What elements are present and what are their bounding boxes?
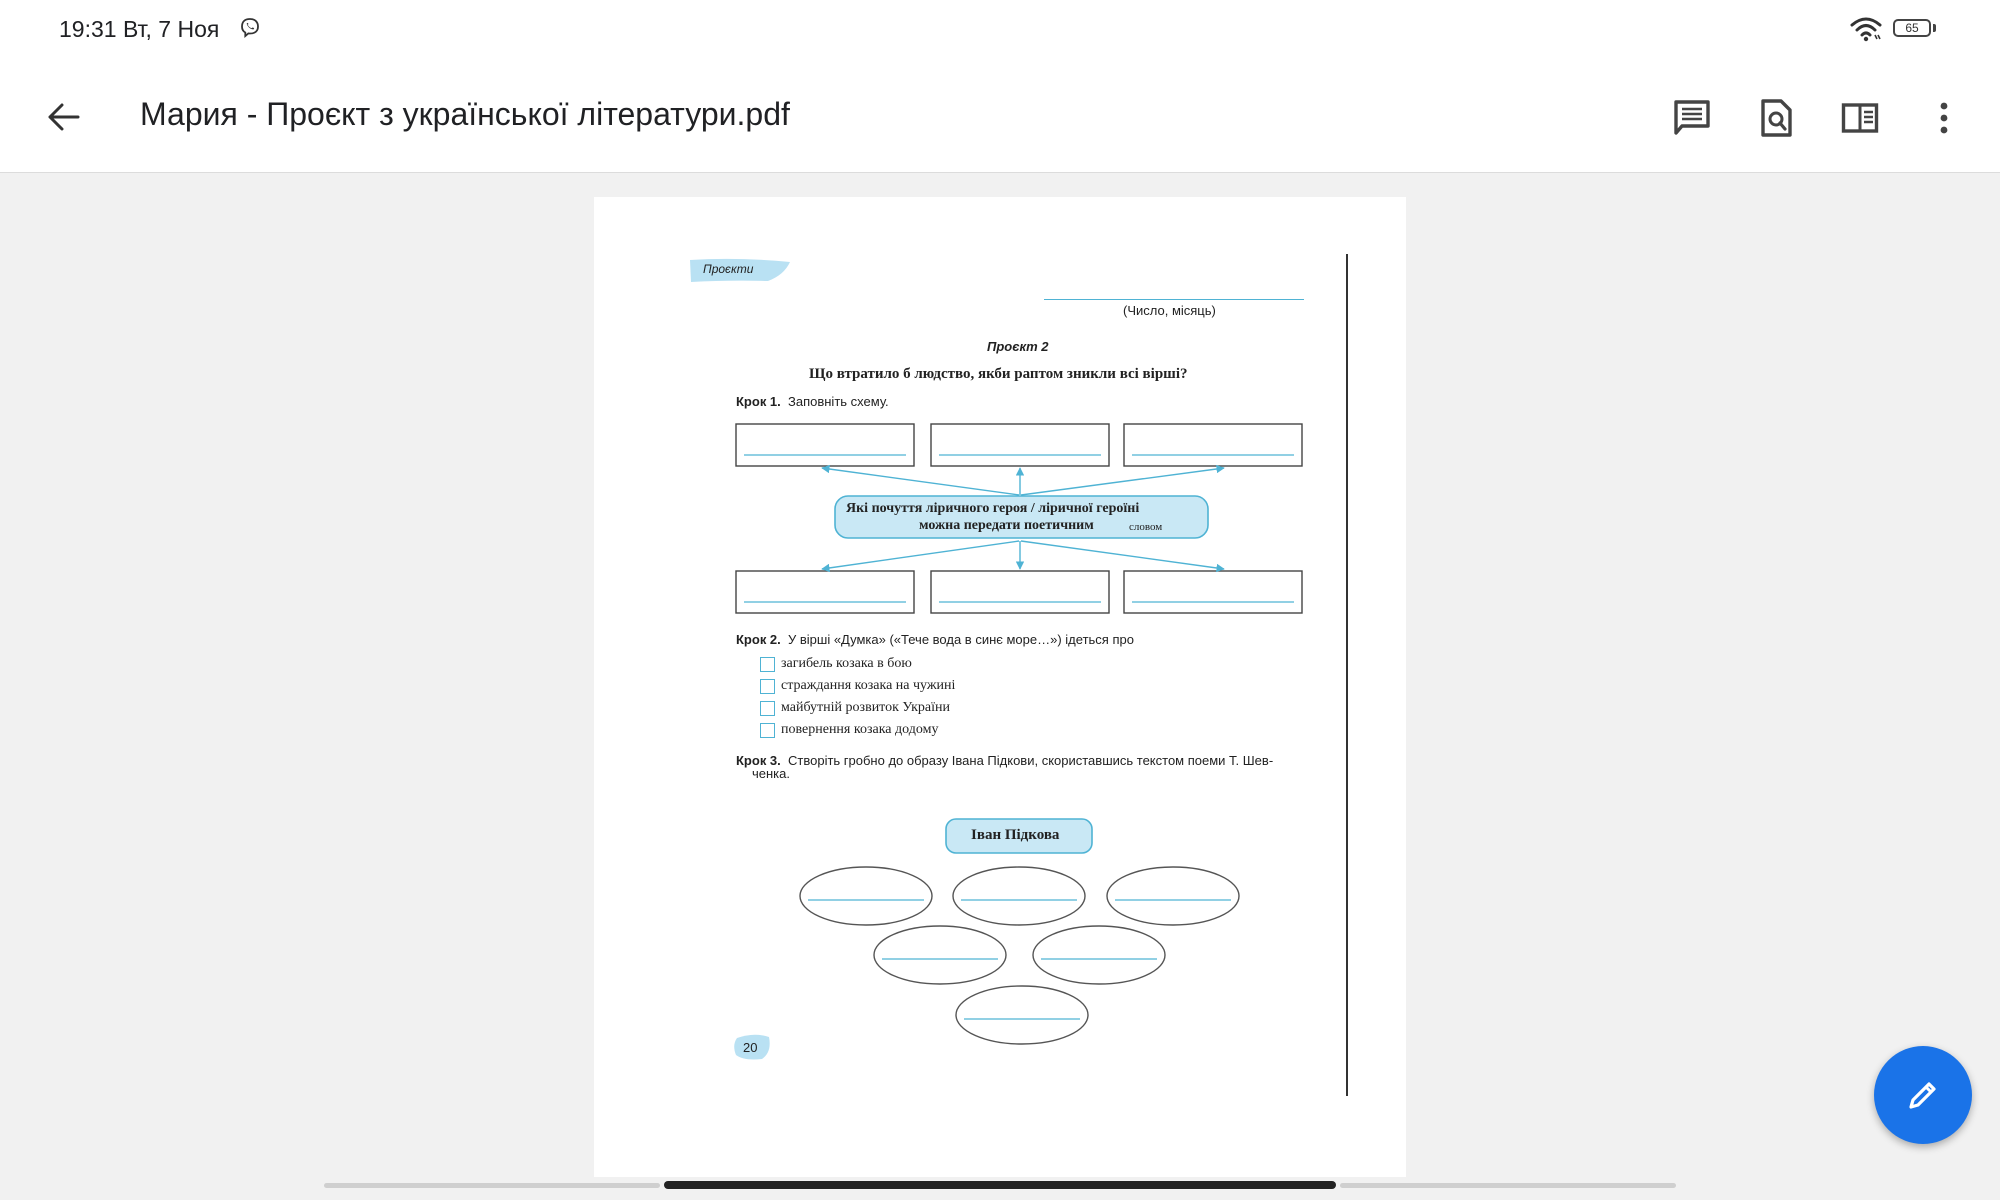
- center-box-line1: Які почуття ліричного героя / ліричної героїні: [846, 501, 1140, 516]
- option-label: повернення козака додому: [781, 722, 939, 737]
- find-in-page-icon: [1759, 98, 1793, 138]
- section-tag: Проєкти: [703, 262, 754, 276]
- wifi-icon: [1850, 16, 1882, 47]
- pdf-page[interactable]: [594, 197, 1406, 1177]
- step1-label: Крок 1.: [736, 394, 781, 409]
- scheme-diagram: [594, 197, 1406, 1177]
- battery-icon: [1893, 19, 1931, 37]
- option-label: майбутній розвиток України: [781, 700, 950, 715]
- step3-text-line1: Створіть гробно до образу Івана Підкови, скориставшись текстом поеми Т. Шев-: [788, 753, 1274, 768]
- step1-text: Заповніть схему.: [788, 394, 889, 409]
- center-box-line2: можна передати поетичним: [919, 518, 1094, 533]
- page-scroll-thumb[interactable]: [664, 1181, 1336, 1189]
- option-checkbox[interactable]: [760, 701, 775, 716]
- pdf-viewer[interactable]: [0, 173, 2000, 1173]
- edit-pencil-icon: [1905, 1077, 1941, 1113]
- project-label: Проєкт 2: [987, 339, 1049, 354]
- center-box-line2-small: словом: [1129, 521, 1163, 533]
- more-vertical-icon: [1939, 102, 1949, 134]
- document-title: Мария - Проєкт з української літератури.pdf: [140, 96, 790, 132]
- comment-icon: [1672, 99, 1712, 137]
- option-checkbox[interactable]: [760, 657, 775, 672]
- date-caption: (Число, місяць): [1123, 303, 1216, 318]
- find-in-page-button[interactable]: [1750, 92, 1802, 144]
- app-bar: [0, 62, 2000, 173]
- comments-button[interactable]: [1666, 92, 1718, 144]
- more-options-button[interactable]: [1918, 92, 1970, 144]
- battery-cap: [1933, 24, 1936, 32]
- option-checkbox[interactable]: [760, 679, 775, 694]
- reading-mode-button[interactable]: [1834, 92, 1886, 144]
- page-scroll-track-left: [324, 1183, 660, 1188]
- cluster-center-label: Іван Підкова: [971, 827, 1060, 843]
- option-label: страждання козака на чужині: [781, 678, 956, 693]
- back-button[interactable]: [38, 92, 88, 142]
- reading-mode-icon: [1841, 102, 1879, 134]
- step2-text: У вірші «Думка» («Тече вода в синє море…») ідеться про: [788, 632, 1134, 647]
- viber-icon: [238, 16, 262, 45]
- option-checkbox[interactable]: [760, 723, 775, 738]
- edit-fab-button[interactable]: [1874, 1046, 1972, 1144]
- step3-text-line2: ченка.: [752, 766, 790, 781]
- page-number: 20: [743, 1040, 758, 1055]
- step3-label: Крок 3.: [736, 753, 781, 768]
- status-time: 19:31 Вт, 7 Ноя: [59, 16, 220, 42]
- step2-label: Крок 2.: [736, 632, 781, 647]
- project-question: Що втратило б людство, якби раптом зникли всі вірші?: [809, 366, 1188, 382]
- battery-level: 65: [1905, 21, 1919, 35]
- option-label: загибель козака в бою: [781, 656, 912, 671]
- status-bar: [0, 0, 2000, 62]
- back-arrow-icon: [46, 102, 80, 132]
- page-scroll-track-right: [1340, 1183, 1676, 1188]
